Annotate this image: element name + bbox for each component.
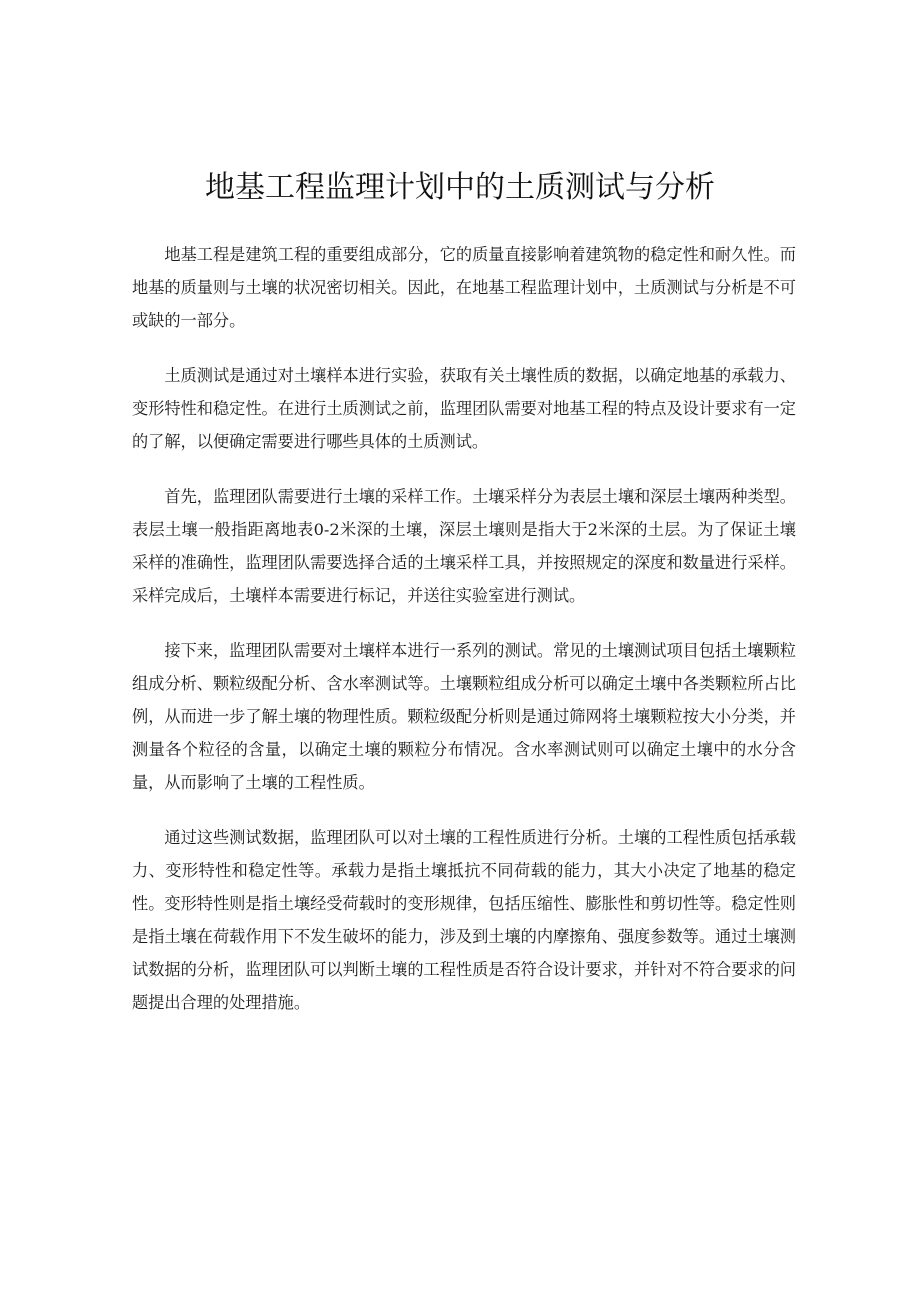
paragraph-4: 接下来，监理团队需要对土壤样本进行一系列的测试。常见的土壤测试项目包括土壤颗粒组成分析、颗粒级配分析、含水率测试等。土壤颗粒组成分析可以确定土壤中各类颗粒所占比例，从而进一步了解土壤的物理性质。颗粒级配分析则是通过筛网将土壤颗粒按大小分类，并测量各个粒径的含量，以确定土壤的颗粒分布情况。含水率测试则可以确定土壤中的水分含量，从而影响了土壤的工程性质。 (132, 641, 796, 792)
paragraph-1: 地基工程是建筑工程的重要组成部分，它的质量直接影响着建筑物的稳定性和耐久性。而地基的质量则与土壤的状况密切相关。因此，在地基工程监理计划中，土质测试与分析是不可或缺的一部分。 (132, 245, 796, 330)
paragraph-3: 首先，监理团队需要进行土壤的采样工作。土壤采样分为表层土壤和深层土壤两种类型。表层土壤一般指距离地表0-2米深的土壤，深层土壤则是指大于2米深的土层。为了保证土壤采样的准确性，监理团队需要选择合适的土壤采样工具，并按照规定的深度和数量进行采样。采样完成后，土壤样本需要进行标记，并送往实验室进行测试。 (132, 487, 796, 605)
document-title: 地基工程监理计划中的土质测试与分析 (205, 170, 715, 205)
paragraph-5: 通过这些测试数据，监理团队可以对土壤的工程性质进行分析。土壤的工程性质包括承载力、变形特性和稳定性等。承载力是指土壤抵抗不同荷载的能力，其大小决定了地基的稳定性。变形特性则是指土壤经受荷载时的变形规律，包括压缩性、膨胀性和剪切性等。稳定性则是指土壤在荷载作用下不发生破坏的能力，涉及到土壤的内摩擦角、强度参数等。通过土壤测试数据的分析，监理团队可以判断土壤的工程性质是否符合设计要求，并针对不符合要求的问题提出合理的处理措施。 (132, 828, 796, 1012)
paragraph-2: 土质测试是通过对土壤样本进行实验，获取有关土壤性质的数据，以确定地基的承载力、变形特性和稳定性。在进行土质测试之前，监理团队需要对地基工程的特点及设计要求有一定的了解，以便确定需要进行哪些具体的土质测试。 (132, 366, 796, 451)
document-body (132, 238, 796, 1041)
